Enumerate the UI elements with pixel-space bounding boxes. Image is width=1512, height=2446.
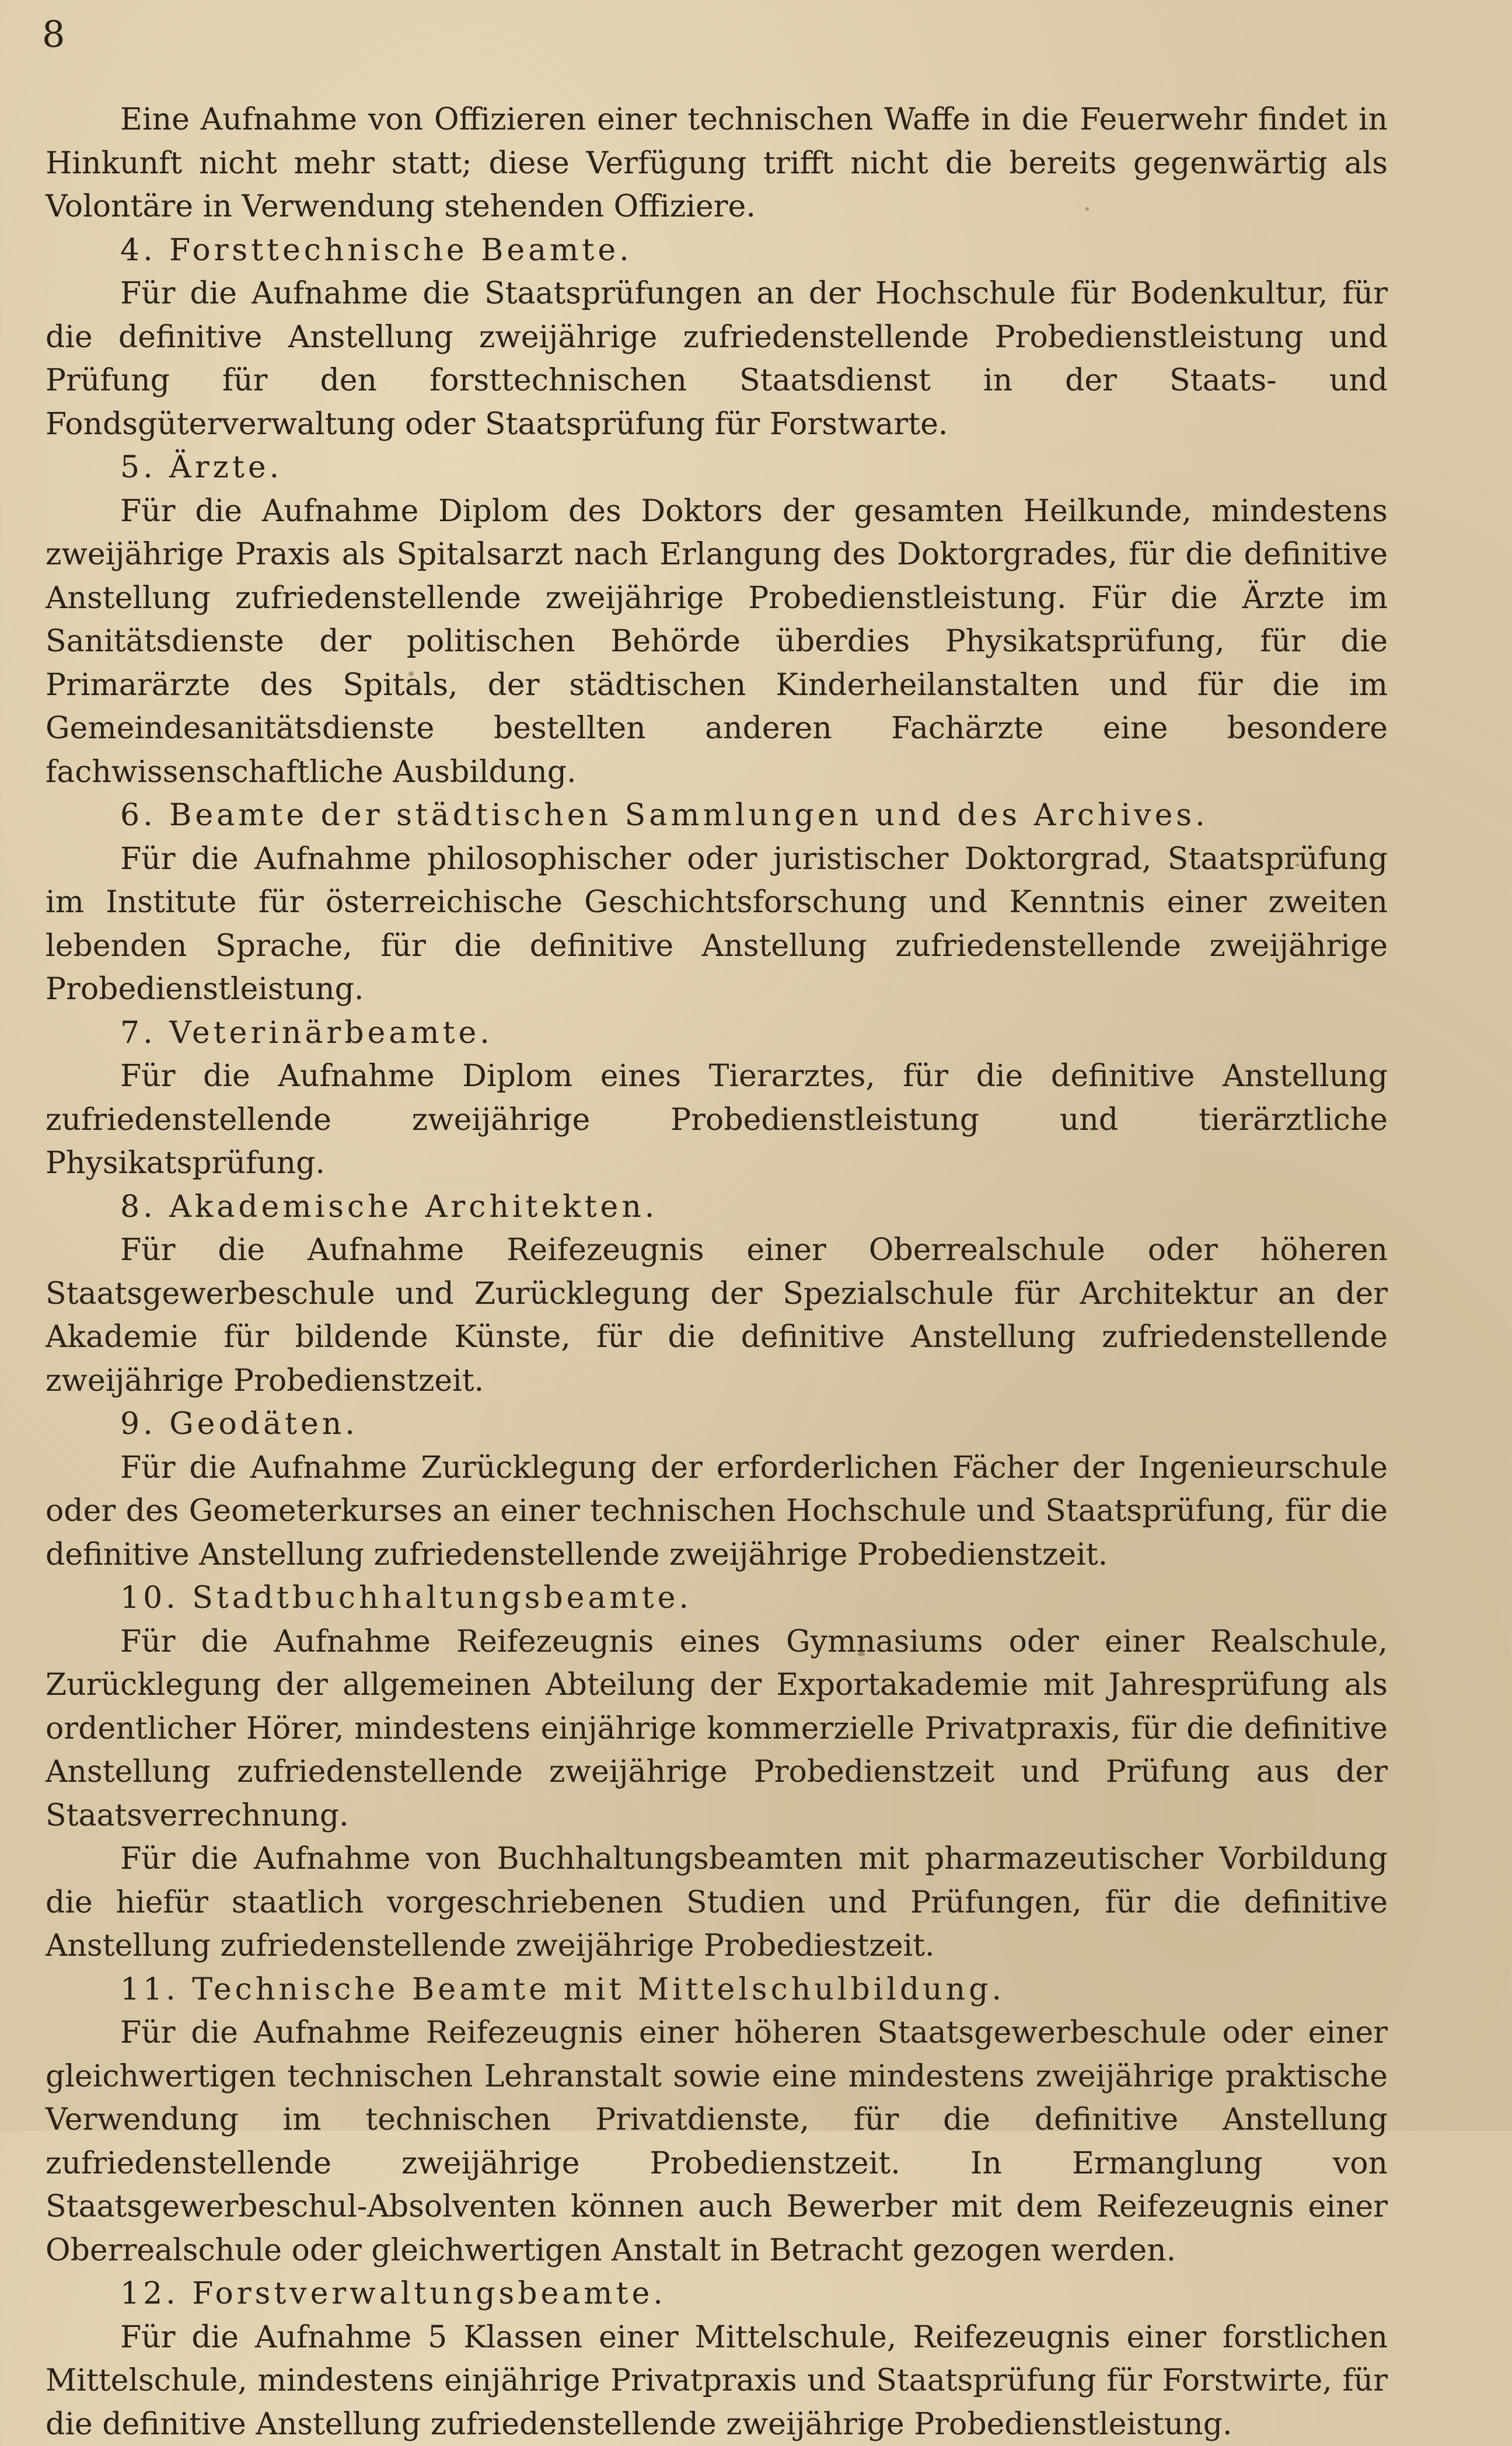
section-heading-9: 9. Geodäten. <box>46 1402 1388 1446</box>
paragraph-7: Für die Aufnahme Diplom eines Tierarztes, für die definitive Anstellung zufriedenstellende zweijährige Probedienstleistung und tierärztliche Physikatsprüfung. <box>46 1055 1388 1185</box>
paragraph-10a: Für die Aufnahme Reifezeugnis eines Gymnasiums oder einer Realschule, Zurücklegung der allgemeinen Abteilung der Exportakademie mit Jahresprüfung als ordentlicher Hörer, mindestens einjährige kommerzielle Privatpraxis, für die definitive Anstellung zufriedenstellende zweijährige Probedienstzeit und Prüfung aus der Staatsverrechnung. <box>46 1620 1388 1838</box>
section-heading-10: 10. Stadtbuchhaltungsbeamte. <box>46 1576 1388 1620</box>
section-heading-7: 7. Veterinärbeamte. <box>46 1011 1388 1055</box>
page-number: 8 <box>42 16 65 53</box>
paragraph-intro: Eine Aufnahme von Offizieren einer technischen Waffe in die Feuerwehr findet in Hinkunft nicht mehr statt; diese Verfügung trifft nicht die bereits gegenwärtig als Volontäre in Verwendung stehenden Offiziere. <box>46 98 1388 229</box>
paragraph-11: Für die Aufnahme Reifezeugnis einer höheren Staatsgewerbeschule oder einer gleichwertigen technischen Lehranstalt sowie eine mindestens zweijährige praktische Verwendung im technischen Privatdienste, für die definitive Anstellung zufriedenstellende zweijährige Probedienstzeit. In Ermanglung von Staatsgewerbeschul-Absolventen können auch Bewerber mit dem Reifezeugnis einer Oberrealschule oder gleichwertigen Anstalt in Betracht gezogen werden. <box>46 2011 1388 2272</box>
paper-speck <box>408 671 414 676</box>
section-heading-11: 11. Technische Beamte mit Mittelschulbildung. <box>46 1968 1388 2012</box>
paragraph-4: Für die Aufnahme die Staatsprüfungen an der Hochschule für Bodenkultur, für die definitive Anstellung zweijährige zufriedenstellende Probedienstleistung und Prüfung für den forsttechnischen Staatsdienst in der Staats- und Fondsgüterverwaltung oder Staatsprüfung für Forstwarte. <box>46 272 1388 446</box>
section-heading-6: 6. Beamte der städtischen Sammlungen und des Archives. <box>46 794 1388 838</box>
section-heading-8: 8. Akademische Architekten. <box>46 1185 1388 1229</box>
paper-speck <box>1295 864 1300 867</box>
paragraph-6: Für die Aufnahme philosophischer oder juristischer Doktorgrad, Staatsprüfung im Institute für österreichische Geschichtsforschung und Kenntnis einer zweiten lebenden Sprache, für die definitive Anstellung zufriedenstellende zweijährige Probedienstleistung. <box>46 838 1388 1011</box>
paragraph-8: Für die Aufnahme Reifezeugnis einer Oberrealschule oder höheren Staatsgewerbeschule und Zurücklegung der Spezialschule für Architektur an der Akademie für bildende Künste, für die definitive Anstellung zufriedenstellende zweijährige Probedienstzeit. <box>46 1229 1388 1402</box>
paragraph-12: Für die Aufnahme 5 Klassen einer Mittelschule, Reifezeugnis einer forstlichen Mittelschule, mindestens einjährige Privatpraxis und Staatsprüfung für Forstwirte, für die definitive Anstellung zufriedenstellende zweijährige Probedienstleistung. <box>46 2316 1388 2446</box>
section-heading-4: 4. Forsttechnische Beamte. <box>46 229 1388 273</box>
section-heading-12: 12. Forstverwaltungsbeamte. <box>46 2272 1388 2316</box>
paragraph-9: Für die Aufnahme Zurücklegung der erforderlichen Fächer der Ingenieurschule oder des Geometerkurses an einer technischen Hochschule und Staatsprüfung, für die definitive Anstellung zufriedenstellende zweijährige Probedienstzeit. <box>46 1446 1388 1577</box>
paper-speck <box>1085 207 1089 211</box>
section-heading-5: 5. Ärzte. <box>46 446 1388 490</box>
paper-speck <box>858 1652 865 1656</box>
paragraph-10b: Für die Aufnahme von Buchhaltungsbeamten mit pharmazeutischer Vorbildung die hiefür staatlich vorgeschriebenen Studien und Prüfungen, für die definitive Anstellung zufriedenstellende zweijährige Probediestzeit. <box>46 1837 1388 1968</box>
paragraph-5: Für die Aufnahme Diplom des Doktors der gesamten Heilkunde, mindestens zweijährige Praxis als Spitalsarzt nach Erlangung des Doktorgrades, für die definitive Anstellung zufriedenstellende zweijährige Probedienstleistung. Für die Ärzte im Sanitätsdienste der politischen Behörde überdies Physikatsprüfung, für die Primarärzte des Spitals, der städtischen Kinderheilanstalten und für die im Gemeindesanitätsdienste bestellten anderen Fachärzte eine besondere fachwissenschaftliche Ausbildung. <box>46 490 1388 794</box>
document-body <box>46 98 1388 2446</box>
